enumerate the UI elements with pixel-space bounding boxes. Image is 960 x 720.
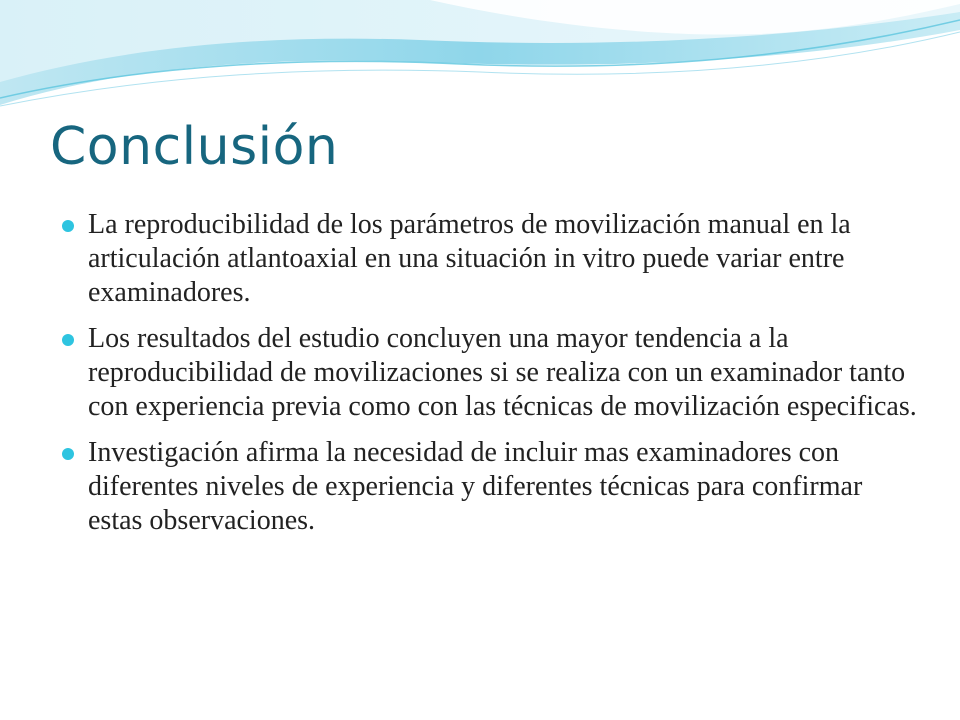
bullet-text: Los resultados del estudio concluyen una mayor tendencia a la reproducibilidad de movilizaciones si se realiza con un examinador tanto con experiencia previa como con las técnicas de movilización especificas. (88, 323, 917, 422)
list-item (62, 322, 922, 424)
bullet-dot-icon (62, 334, 74, 346)
bullet-text: Investigación afirma la necesidad de incluir mas examinadores con diferentes niveles de experiencia y diferentes técnicas para confirmar estas observaciones. (88, 437, 863, 536)
slide-title: Conclusión (50, 117, 339, 177)
header-wave-decoration (0, 0, 960, 115)
list-item (62, 436, 922, 538)
list-item (62, 208, 922, 310)
bullet-list (62, 208, 922, 550)
bullet-dot-icon (62, 448, 74, 460)
bullet-dot-icon (62, 220, 74, 232)
bullet-text: La reproducibilidad de los parámetros de movilización manual en la articulación atlantoaxial en una situación in vitro puede variar entre examinadores. (88, 209, 851, 308)
